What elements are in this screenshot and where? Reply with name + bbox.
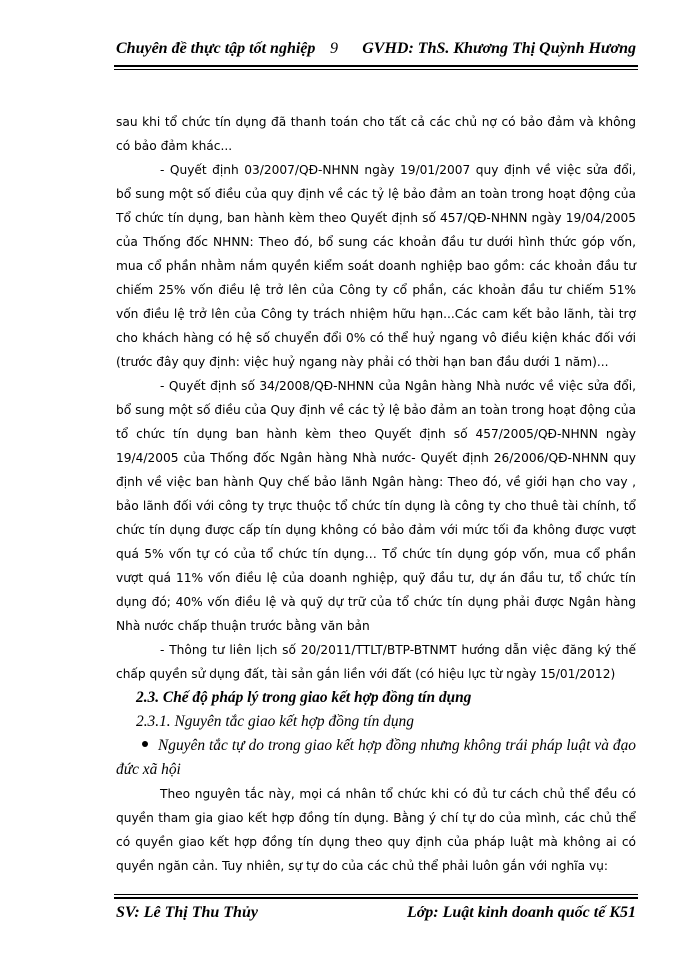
page-footer (116, 902, 636, 926)
page-header (116, 38, 636, 62)
footer-rule-thick (114, 897, 638, 899)
report-title: Chuyên đề thực tập tốt nghiệp (116, 40, 316, 57)
supervisor-label: GVHD: ThS. Khương Thị Quỳnh Hương (362, 40, 636, 57)
document-body (116, 110, 636, 878)
class-label: Lớp: Luật kinh doanh quốc tế K51 (406, 904, 636, 921)
bullet-text: Nguyên tắc tự do trong giao kết hợp đồng nhưng không trái pháp luật và đạo đức xã hội (116, 737, 636, 778)
paragraph-decision-03-2007: - Quyết định 03/2007/QĐ-NHNN ngày 19/01/2007 quy định về việc sửa đổi, bổ sung một số điều của quy định về các tỷ lệ bảo đảm an toàn trong hoạt động của Tổ chức tín dụng, ban hành kèm theo Quyết định số 457/QĐ-NHNN ngày 19/04/2005 của Thống đốc NHNN: Theo đó, bổ sung các khoản đầu tư dưới hình thức góp vốn, mua cổ phần nhằm nắm quyền kiểm soát doanh nghiệp bao gồm: các khoản đầu tư chiếm 25% vốn điều lệ trở lên của Công ty cổ phần, các khoản đầu tư chiếm 51% vốn điều lệ trở lên của Công ty trách nhiệm hữu hạn...Các cam kết bảo lãnh, tài trợ cho khách hàng có hệ số chuyển đổi 0% có thể huỷ ngang vô điều kiện khác đối với (trước đây quy định: việc huỷ ngang này phải có thời hạn ban đầu dưới 1 năm)... (116, 163, 636, 369)
header-rule-thin (114, 69, 638, 70)
paragraph-principle: Theo nguyên tắc này, mọi cá nhân tổ chức khi có đủ tư cách chủ thể đều có quyền tham gia giao kết hợp đồng tín dụng. Bằng ý chí tự do của mình, các chủ thể có quyền giao kết hợp đồng tín dụng theo quy định của pháp luật mà không ai có quyền ngăn cản. Tuy nhiên, sự tự do của các chủ thể phải luôn gắn với nghĩa vụ: (116, 787, 636, 873)
bullet-item (116, 734, 636, 782)
section-heading-2-3-1: 2.3.1. Nguyên tắc giao kết hợp đồng tín dụng (136, 713, 414, 730)
page-number: 9 (330, 40, 338, 57)
section-heading-2-3: 2.3. Chế độ pháp lý trong giao kết hợp đồng tín dụng (136, 689, 472, 706)
paragraph-circular-20-2011: - Thông tư liên lịch số 20/2011/TTLT/BTP-BTNMT hướng dẫn việc đăng ký thế chấp quyền sử dụng đất, tài sản gắn liền với đất (có hiệu lực từ ngày 15/01/2012) (116, 643, 636, 681)
paragraph-continuation: sau khi tổ chức tín dụng đã thanh toán cho tất cả các chủ nợ có bảo đảm và không có bảo đảm khác... (116, 115, 636, 153)
footer-rule-thin (114, 894, 638, 895)
header-rule-thick (114, 65, 638, 67)
bullet-icon (142, 741, 148, 747)
paragraph-decision-34-2008: - Quyết định số 34/2008/QĐ-NHNN của Ngân hàng Nhà nước về việc sửa đổi, bổ sung một số điều của Quy định về các tỷ lệ bảo đảm an toàn trong hoạt động của tổ chức tín dụng ban hành kèm theo Quyết định số 457/2005/QĐ-NHNN ngày 19/4/2005 của Thống đốc Ngân hàng Nhà nước- Quyết định 26/2006/QĐ-NHNN quy định về việc ban hành Quy chế bảo lãnh Ngân hàng: Theo đó, về giới hạn cho vay , bảo lãnh đối với công ty trực thuộc tổ chức tín dụng là công ty cho thuê tài chính, tổ chức tín dụng được cấp tín dụng không có bảo đảm với mức tối đa không được vượt quá 5% vốn tự có của tổ chức tín dụng… Tổ chức tín dụng góp vốn, mua cổ phần vượt quá 11% vốn điều lệ của doanh nghiệp, quỹ đầu tư, dự án đầu tư, tổ chức tín dụng đó; 40% vốn điều lệ và quỹ dự trữ của tổ chức tín dụng phải được Ngân hàng Nhà nước chấp thuận trước bằng văn bản (116, 379, 636, 633)
student-name: SV: Lê Thị Thu Thủy (116, 904, 258, 921)
